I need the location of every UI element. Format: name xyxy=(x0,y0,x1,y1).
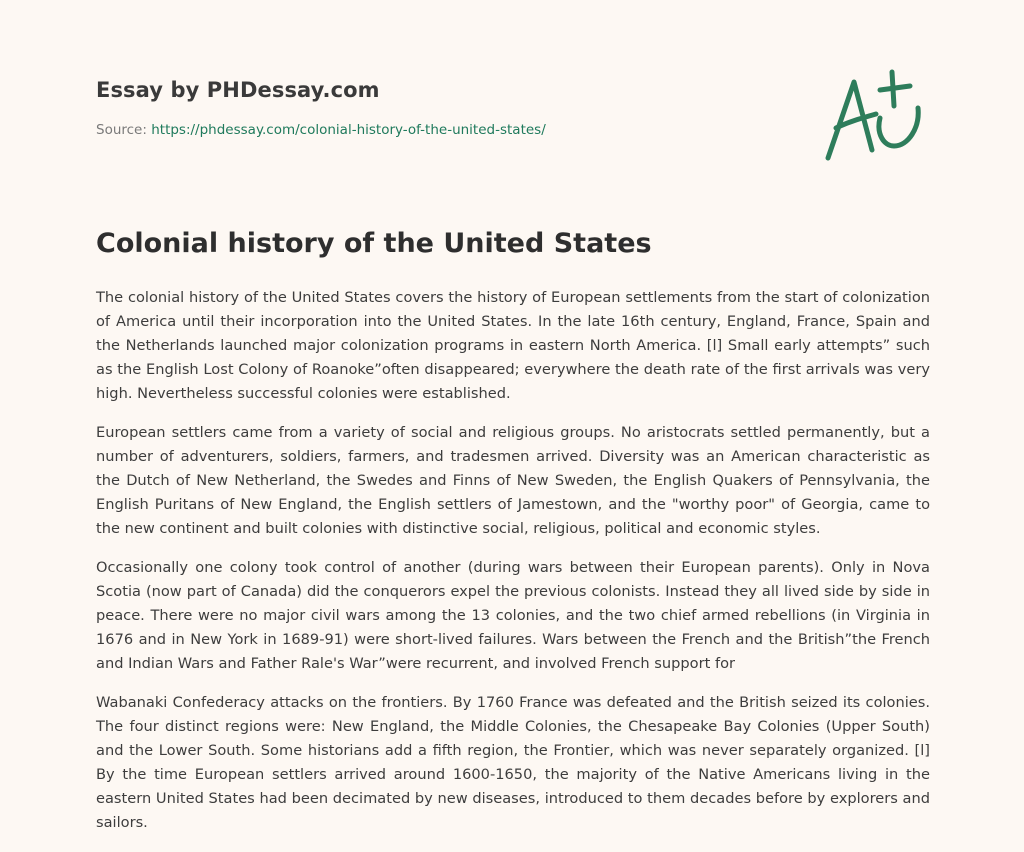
essay-paragraph: European settlers came from a variety of social and religious groups. No aristocrats settled permanently, but a number of adventurers, soldiers, farmers, and tradesmen arrived. Diversity was an American characteristic as the Dutch of New Netherland, the Swedes and Finns of New Sweden, the English Quakers of Pennsylvania, the English Puritans of New England, the English settlers of Jamestown, and the "worthy poor" of Georgia, came to the new continent and built colonies with distinctive social, religious, political and economic styles. xyxy=(96,424,930,537)
essay-title: Colonial history of the United States xyxy=(96,228,652,259)
essay-body xyxy=(96,286,930,850)
site-brand: Essay by PHDessay.com xyxy=(96,78,380,102)
essay-header xyxy=(96,76,796,139)
essay-paragraph: The colonial history of the United States covers the history of European settlements from the start of colonization of America until their incorporation into the United States. In the late 16th century, England, France, Spain and the Netherlands launched major colonization programs in eastern North America. [l] Small early attempts” such as the English Lost Colony of Roanoke”often disappeared; everywhere the death rate of the first arrivals was very high. Nevertheless successful colonies were established. xyxy=(96,289,930,402)
essay-paragraph: Occasionally one colony took control of another (during wars between their European parents). Only in Nova Scotia (now part of Canada) did the conquerors expel the previous colonists. Instead they all lived side by side in peace. There were no major civil wars among the 13 colonies, and the two chief armed rebellions (in Virginia in 1676 and in New York in 1689-91) were short-lived failures. Wars between the French and the British”the French and Indian Wars and Father Rale's War”were recurrent, and involved French support for xyxy=(96,559,930,672)
source-link[interactable]: https://phdessay.com/colonial-history-of-the-united-states/ xyxy=(151,122,546,138)
essay-paragraph: Wabanaki Confederacy attacks on the frontiers. By 1760 France was defeated and the British seized its colonies. The four distinct regions were: New England, the Middle Colonies, the Chesapeake Bay Colonies (Upper South) and the Lower South. Some historians add a fifth region, the Frontier, which was never separately organized. [l] By the time European settlers arrived around 1600-1650, the majority of the Native Americans living in the eastern United States had been decimated by new diseases, introduced to them decades before by explorers and sailors. xyxy=(96,694,930,831)
a-plus-grade-icon xyxy=(822,68,926,164)
source-label: Source: xyxy=(96,122,152,138)
source-line xyxy=(96,121,796,139)
